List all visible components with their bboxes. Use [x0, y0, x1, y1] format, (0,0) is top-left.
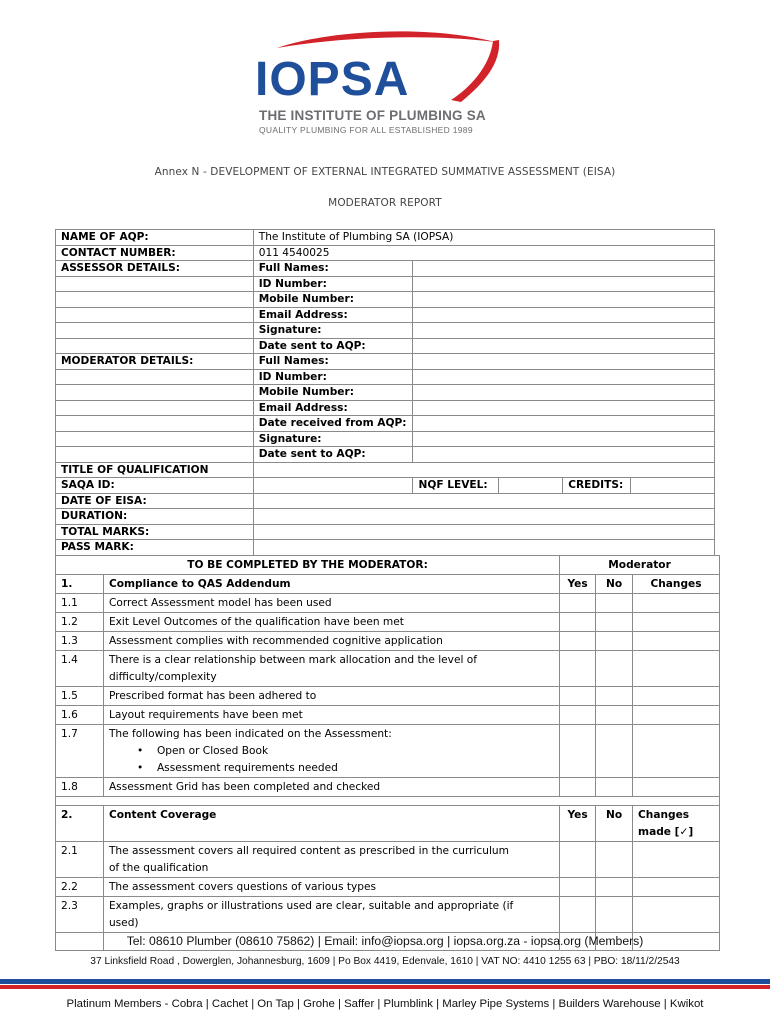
- iopsa-logo: [255, 26, 505, 141]
- credits-field[interactable]: [631, 478, 715, 494]
- item-number: 2.2: [56, 878, 104, 897]
- yes-cell[interactable]: [560, 897, 596, 933]
- changes-cell[interactable]: [633, 594, 720, 613]
- table-row: [56, 878, 720, 897]
- table-row: [56, 687, 720, 706]
- saqa-id-field[interactable]: [253, 478, 413, 494]
- table-row: [56, 706, 720, 725]
- item-text-line: Examples, graphs or illustrations used are clear, suitable and appropriate (if: [108, 900, 514, 912]
- changes-made-label: made [✓]: [638, 826, 694, 838]
- table-row: [56, 632, 720, 651]
- nqf-level-field[interactable]: [499, 478, 563, 494]
- yes-cell[interactable]: [560, 778, 596, 797]
- assessor-id-field[interactable]: [413, 276, 715, 292]
- assessor-full-names-field[interactable]: [413, 261, 715, 277]
- moderator-field-label: ID Number:: [253, 369, 413, 385]
- details-table: [55, 229, 715, 556]
- footer-contact-line: Tel: 08610 Plumber (08610 75862) | Email: info@iopsa.org | iopsa.org.za - iopsa.org (Members): [126, 934, 644, 948]
- item-number: 1.1: [56, 594, 104, 613]
- moderator-field-label: Email Address:: [253, 400, 413, 416]
- moderator-field-label: Full Names:: [253, 354, 413, 370]
- item-text-line: used): [108, 917, 139, 929]
- changes-cell[interactable]: [633, 632, 720, 651]
- moderator-field-label: Mobile Number:: [253, 385, 413, 401]
- table-row: [56, 897, 720, 933]
- moderator-full-names-field[interactable]: [413, 354, 715, 370]
- item-text: Prescribed format has been adhered to: [103, 687, 559, 706]
- changes-cell[interactable]: [633, 613, 720, 632]
- assessor-signature-field[interactable]: [413, 323, 715, 339]
- item-number: 1.8: [56, 778, 104, 797]
- item-text-line: There is a clear relationship between mark allocation and the level of: [108, 654, 477, 666]
- yes-cell[interactable]: [560, 594, 596, 613]
- eisa-date-field[interactable]: [253, 493, 714, 509]
- contact-number-value: 011 4540025: [253, 245, 714, 261]
- table-row: [56, 613, 720, 632]
- changes-cell[interactable]: [633, 778, 720, 797]
- no-cell[interactable]: [596, 897, 633, 933]
- item-text: [103, 725, 559, 778]
- item-number: 1.4: [56, 651, 104, 687]
- total-marks-field[interactable]: [253, 524, 714, 540]
- eisa-date-label: DATE OF EISA:: [56, 493, 254, 509]
- item-text: Exit Level Outcomes of the qualification have been met: [103, 613, 559, 632]
- item-number: 2.1: [56, 842, 104, 878]
- section-spacer: [56, 797, 720, 806]
- moderator-id-field[interactable]: [413, 369, 715, 385]
- item-number: 1.5: [56, 687, 104, 706]
- changes-label: Changes: [638, 809, 690, 821]
- no-cell[interactable]: [596, 725, 633, 778]
- yes-cell[interactable]: [560, 878, 596, 897]
- changes-column-header: [633, 806, 720, 842]
- no-column-header: No: [596, 806, 633, 842]
- checklist-header: TO BE COMPLETED BY THE MODERATOR:: [56, 556, 560, 575]
- item-text-line: difficulty/complexity: [108, 671, 217, 683]
- footer-address-line: 37 Linksfield Road , Dowerglen, Johannesburg, 1609 | Po Box 4419, Edenvale, 1610 | VAT NO: 4410 1255 63 | PBO: 18/11/2/2543: [90, 956, 680, 967]
- no-cell[interactable]: [596, 842, 633, 878]
- yes-cell[interactable]: [560, 725, 596, 778]
- assessor-date-sent-field[interactable]: [413, 338, 715, 354]
- moderator-email-field[interactable]: [413, 400, 715, 416]
- section-number: 2.: [56, 806, 104, 842]
- bullet-item: • Assessment requirements needed: [109, 762, 338, 774]
- total-marks-label: TOTAL MARKS:: [56, 524, 254, 540]
- duration-label: DURATION:: [56, 509, 254, 525]
- assessor-field-label: Date sent to AQP:: [253, 338, 413, 354]
- footer-red-rule: [0, 985, 770, 989]
- duration-field[interactable]: [253, 509, 714, 525]
- pass-mark-label: PASS MARK:: [56, 540, 254, 556]
- moderator-field-label: Date sent to AQP:: [253, 447, 413, 463]
- item-number: 2.3: [56, 897, 104, 933]
- no-cell[interactable]: [596, 706, 633, 725]
- section-title: Compliance to QAS Addendum: [103, 575, 559, 594]
- footer-members-line: Platinum Members - Cobra | Cachet | On Tap | Grohe | Saffer | Plumblink | Marley Pipe Systems | Builders Warehouse | Kwikot: [66, 998, 704, 1010]
- no-cell[interactable]: [596, 778, 633, 797]
- moderator-field-label: Signature:: [253, 431, 413, 447]
- item-text-line: of the qualification: [108, 862, 209, 874]
- no-cell[interactable]: [596, 651, 633, 687]
- table-row: [56, 651, 720, 687]
- assessor-field-label: Full Names:: [253, 261, 413, 277]
- credits-label: CREDITS:: [563, 478, 631, 494]
- nqf-level-label: NQF LEVEL:: [413, 478, 499, 494]
- logo-wordmark: IOPSA: [255, 53, 410, 106]
- no-cell[interactable]: [596, 632, 633, 651]
- yes-cell[interactable]: [560, 651, 596, 687]
- pass-mark-field[interactable]: [253, 540, 714, 556]
- item-text-line: The assessment covers all required content as prescribed in the curriculum: [108, 845, 509, 857]
- yes-column-header: Yes: [560, 806, 596, 842]
- item-number: 1.3: [56, 632, 104, 651]
- changes-cell[interactable]: [633, 878, 720, 897]
- changes-cell[interactable]: [633, 725, 720, 778]
- moderator-details-label: MODERATOR DETAILS:: [56, 354, 254, 370]
- moderator-date-sent-field[interactable]: [413, 447, 715, 463]
- changes-cell[interactable]: [633, 687, 720, 706]
- document-subtitle: MODERATOR REPORT: [328, 197, 442, 209]
- assessor-mobile-field[interactable]: [413, 292, 715, 308]
- moderator-date-received-field[interactable]: [413, 416, 715, 432]
- item-text: Assessment complies with recommended cognitive application: [103, 632, 559, 651]
- bullet-item: • Open or Closed Book: [109, 745, 268, 757]
- contact-number-label: CONTACT NUMBER:: [56, 245, 254, 261]
- changes-cell[interactable]: [633, 706, 720, 725]
- item-number: 1.6: [56, 706, 104, 725]
- footer-blue-rule: [0, 979, 770, 984]
- no-cell[interactable]: [596, 613, 633, 632]
- moderator-signature-field[interactable]: [413, 431, 715, 447]
- changes-cell[interactable]: [633, 897, 720, 933]
- no-cell[interactable]: [596, 687, 633, 706]
- item-text: [103, 842, 559, 878]
- table-row: [56, 778, 720, 797]
- yes-cell[interactable]: [560, 687, 596, 706]
- section-number: 1.: [56, 575, 104, 594]
- moderator-column-header: Moderator: [560, 556, 720, 575]
- qualification-title-field[interactable]: [253, 462, 714, 478]
- aqp-name-value: The Institute of Plumbing SA (IOPSA): [253, 230, 714, 246]
- item-number: 1.2: [56, 613, 104, 632]
- saqa-id-label: SAQA ID:: [56, 478, 254, 494]
- assessor-details-label: ASSESSOR DETAILS:: [56, 261, 254, 277]
- no-cell[interactable]: [596, 878, 633, 897]
- aqp-name-label: NAME OF AQP:: [56, 230, 254, 246]
- yes-cell[interactable]: [560, 706, 596, 725]
- moderator-field-label: Date received from AQP:: [253, 416, 413, 432]
- assessor-field-label: Email Address:: [253, 307, 413, 323]
- table-row: [56, 594, 720, 613]
- yes-column-header: Yes: [560, 575, 596, 594]
- item-text: The assessment covers questions of various types: [103, 878, 559, 897]
- qualification-title-label: TITLE OF QUALIFICATION: [56, 462, 254, 478]
- item-text-line: The following has been indicated on the Assessment:: [108, 728, 392, 740]
- yes-cell[interactable]: [560, 613, 596, 632]
- item-text: [103, 897, 559, 933]
- assessor-field-label: Signature:: [253, 323, 413, 339]
- no-column-header: No: [596, 575, 633, 594]
- changes-column-header: Changes: [633, 575, 720, 594]
- moderator-checklist-table: [55, 555, 720, 951]
- document-title: Annex N - DEVELOPMENT OF EXTERNAL INTEGRATED SUMMATIVE ASSESSMENT (EISA): [154, 166, 616, 178]
- table-row: [56, 842, 720, 878]
- no-cell[interactable]: [596, 594, 633, 613]
- item-text: Layout requirements have been met: [103, 706, 559, 725]
- table-row: [56, 725, 720, 778]
- yes-cell[interactable]: [560, 842, 596, 878]
- yes-cell[interactable]: [560, 632, 596, 651]
- assessor-field-label: Mobile Number:: [253, 292, 413, 308]
- item-text: [103, 651, 559, 687]
- assessor-email-field[interactable]: [413, 307, 715, 323]
- item-text: Correct Assessment model has been used: [103, 594, 559, 613]
- assessor-field-label: ID Number:: [253, 276, 413, 292]
- logo-tagline: QUALITY PLUMBING FOR ALL ESTABLISHED 1989: [259, 125, 473, 135]
- moderator-mobile-field[interactable]: [413, 385, 715, 401]
- changes-cell[interactable]: [633, 842, 720, 878]
- changes-cell[interactable]: [633, 651, 720, 687]
- item-text: Assessment Grid has been completed and checked: [103, 778, 559, 797]
- logo-subtitle: THE INSTITUTE OF PLUMBING SA: [259, 108, 486, 123]
- item-number: 1.7: [56, 725, 104, 778]
- section-title: Content Coverage: [103, 806, 559, 842]
